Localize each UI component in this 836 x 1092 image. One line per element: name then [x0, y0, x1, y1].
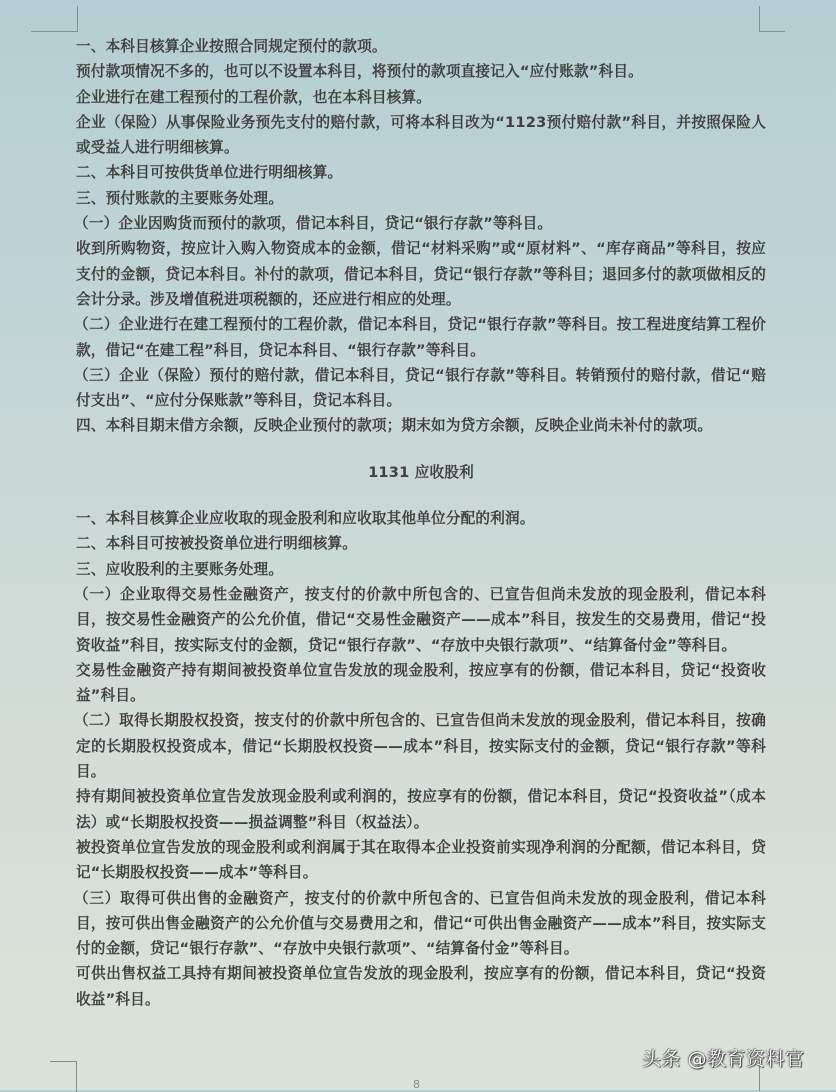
paragraph: 一、本科目核算企业应收取的现金股利和应收取其他单位分配的利润。 — [76, 510, 535, 528]
paragraph: 二、本科目可按被投资单位进行明细核算。 — [76, 535, 358, 553]
paragraph: 收到所购物资，按应计入购入物资成本的金额，借记“材料采购”或“原材料”、“库存商品”等科目，按应支付的金额，贷记本科目。补付的款项，借记本科目，贷记“银行存款”等科目；退回多付的款项做相反的会计分录。涉及增值税进项税额的，还应进行相应的处理。 — [76, 240, 766, 308]
section-heading: 1131 应收股利 — [368, 463, 474, 481]
crop-mark-bottom-left — [50, 1061, 77, 1092]
paragraph: 一、本科目核算企业按照合同规定预付的款项。 — [76, 38, 387, 55]
crop-mark-top-left — [31, 6, 78, 32]
paragraph: 可供出售权益工具持有期间被投资单位宣告发放的现金股利，按应享有的份额，借记本科目，贷记“投资收益”科目。 — [76, 965, 766, 1008]
paragraph: （二）取得长期股权投资，按支付的价款中所包含的、已宣告但尚未发放的现金股利，借记本科目，按确定的长期股权投资成本，借记“长期股权投资——成本”科目，按实际支付的金额，贷记“银行存款”等科目。 — [74, 712, 766, 781]
paragraph: 企业进行在建工程预付的工程价款，也在本科目核算。 — [76, 88, 432, 106]
paragraph: 四、本科目期末借方余额，反映企业预付的款项；期末如为贷方余额，反映企业尚未补付的款项。 — [76, 417, 713, 435]
paragraph: 三、应收股利的主要账务处理。 — [76, 560, 284, 578]
paragraph: 三、预付账款的主要账务处理。 — [76, 189, 284, 207]
paragraph: 企业（保险）从事保险业务预先支付的赔付款，可将本科目改为“1123预付赔付款”科目，并按照保险人或受益人进行明细核算。 — [76, 113, 766, 157]
paragraph: 持有期间被投资单位宣告发放现金股利或利润的，按应享有的份额，借记本科目，贷记“投资收益”（成本法）或“长期股权投资——损益调整”科目（权益法）。 — [76, 788, 766, 831]
paragraph: （三）取得可供出售的金融资产，按支付的价款中所包含的、已宣告但尚未发放的现金股利，借记本科目，按可供出售金融资产的公允价值与交易费用之和，借记“可供出售金融资产——成本”科目，按实际支付的金额，贷记“银行存款”、“存放中央银行款项”、“结算备付金”等科目。 — [74, 889, 766, 958]
paragraph: （二）企业进行在建工程预付的工程价款，借记本科目，贷记“银行存款”等科目。按工程进度结算工程价款，借记“在建工程”科目，贷记本科目、“银行存款”等科目。 — [74, 316, 766, 359]
document-body — [76, 34, 766, 1012]
paragraph: （一）企业取得交易性金融资产，按支付的价款中所包含的、已宣告但尚未发放的现金股利，借记本科目，按交易性金融资产的公允价值，借记“交易性金融资产——成本”科目，按发生的交易费用，借记“投资收益”科目，按实际支付的金额，贷记“银行存款”、“存放中央银行款项”、“结算备付金”等科目。 — [74, 585, 766, 654]
crop-mark-top-right — [759, 6, 785, 32]
paragraph: （三）企业（保险）预付的赔付款，借记本科目，贷记“银行存款”等科目。转销预付的赔付款，借记“赔付支出”、“应付分保账款”等科目，贷记本科目。 — [74, 366, 766, 410]
watermark: 头条 @教育资料官 — [642, 1048, 805, 1070]
page-number: 8 — [413, 1078, 420, 1091]
paragraph: 二、本科目可按供货单位进行明细核算。 — [76, 164, 343, 182]
paragraph: 交易性金融资产持有期间被投资单位宣告发放的现金股利，按应享有的份额，借记本科目，贷记“投资收益”科目。 — [76, 661, 766, 705]
paragraph: 被投资单位宣告发放的现金股利或利润属于其在取得本企业投资前实现净利润的分配额，借记本科目，贷记“长期股权投资——成本”等科目。 — [76, 838, 766, 882]
paragraph: （一）企业因购货而预付的款项，借记本科目，贷记“银行存款”等科目。 — [74, 215, 553, 233]
paragraph: 预付款项情况不多的，也可以不设置本科目，将预付的款项直接记入“应付账款”科目。 — [76, 63, 643, 81]
